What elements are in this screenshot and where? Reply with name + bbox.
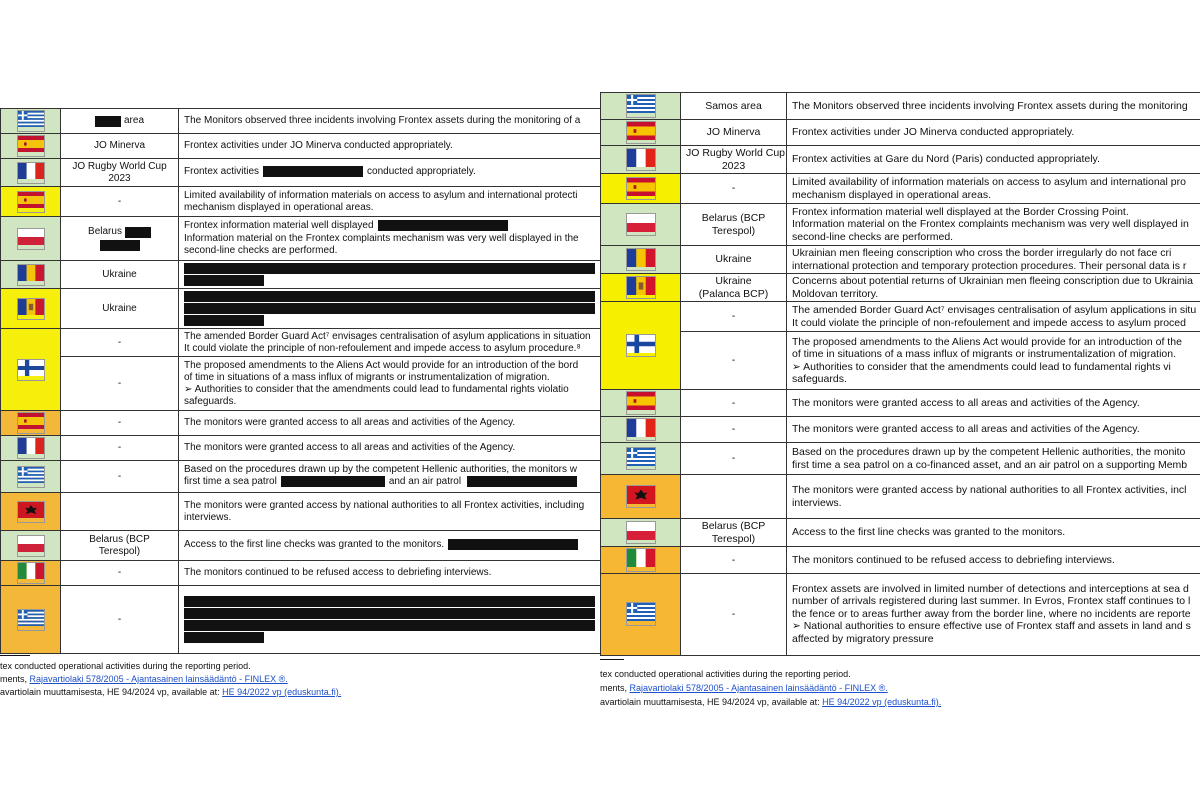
country-flag-cell bbox=[1, 561, 61, 586]
description-line: The amended Border Guard Act⁷ envisages centralisation of asylum applications in situ bbox=[792, 304, 1197, 316]
table-row bbox=[1, 531, 601, 561]
moldova-flag-icon bbox=[17, 298, 45, 320]
description-line: interviews. bbox=[184, 511, 232, 523]
description-line: second-line checks are performed. bbox=[184, 244, 338, 256]
eduskunta-link[interactable]: HE 94/2022 vp (eduskunta.fi). bbox=[222, 687, 342, 697]
greece-flag-icon bbox=[17, 609, 45, 631]
description-cell bbox=[179, 461, 601, 493]
table-row bbox=[1, 357, 601, 411]
location-cell bbox=[681, 573, 787, 655]
table-row bbox=[601, 302, 1200, 332]
table-row bbox=[1, 261, 601, 289]
description-line: It could violate the principle of non-refoulement and impede access to asylum proced bbox=[792, 316, 1186, 329]
description-line: mechanism displayed in operational areas. bbox=[184, 201, 374, 213]
description-cell bbox=[179, 134, 601, 159]
table-row bbox=[601, 332, 1200, 390]
location-cell bbox=[61, 329, 179, 357]
country-flag-cell bbox=[601, 93, 681, 120]
location-label: 2023 bbox=[108, 172, 131, 184]
location-cell bbox=[61, 134, 179, 159]
country-flag-cell bbox=[601, 119, 681, 146]
location-label: (Palanca BCP) bbox=[698, 287, 769, 300]
footnote-2: ments, Rajavartiolaki 578/2005 - Ajantasainen lainsäädäntö - FINLEX ®. bbox=[0, 674, 288, 684]
location-cell bbox=[61, 411, 179, 436]
finland-flag-icon bbox=[626, 334, 656, 358]
location-label: - bbox=[117, 567, 122, 578]
country-flag-cell bbox=[601, 573, 681, 655]
location-label: Belarus (BCP bbox=[701, 212, 766, 224]
albania-flag-icon bbox=[17, 501, 45, 523]
location-cell bbox=[61, 187, 179, 217]
description-line: ➢ Authorities to consider that the amendments could lead to fundamental rights violatio bbox=[184, 383, 569, 395]
description-line bbox=[184, 220, 595, 232]
location-label: - bbox=[731, 182, 736, 195]
location-label: Belarus (BCP bbox=[89, 533, 150, 545]
location-label: - bbox=[117, 417, 122, 428]
albania-flag-icon bbox=[626, 485, 656, 509]
redaction-bar bbox=[184, 632, 264, 643]
redaction-bar bbox=[184, 303, 595, 314]
description-cell bbox=[179, 261, 601, 289]
poland-flag-icon bbox=[626, 213, 656, 237]
description-cell bbox=[787, 443, 1200, 475]
redaction-bar bbox=[184, 275, 264, 286]
description-cell bbox=[787, 390, 1200, 417]
location-label: - bbox=[117, 336, 122, 348]
redaction-bar bbox=[95, 116, 121, 127]
location-cell bbox=[681, 174, 787, 204]
description-line: ➢ Authorities to consider that the amendments could lead to fundamental rights vi bbox=[792, 360, 1171, 373]
country-flag-cell bbox=[601, 416, 681, 443]
description-cell bbox=[787, 302, 1200, 332]
description-cell bbox=[179, 561, 601, 586]
location-cell bbox=[61, 357, 179, 411]
description-cell bbox=[787, 332, 1200, 390]
description-line: The Monitors observed three incidents involving Frontex assets during the monitoring bbox=[792, 99, 1188, 112]
description-cell bbox=[787, 93, 1200, 120]
country-flag-cell bbox=[1, 461, 61, 493]
location-label: Belarus (BCP bbox=[701, 520, 766, 532]
description-line: The Monitors observed three incidents involving Frontex assets during the monitoring of a bbox=[184, 115, 581, 126]
table-row bbox=[601, 443, 1200, 475]
country-flag-cell bbox=[601, 443, 681, 475]
description-line: The monitors were granted access by national authorities to all Frontex activities, including bbox=[184, 499, 585, 511]
footnote-1: tex conducted operational activities during the reporting period. bbox=[600, 669, 851, 679]
description-text: Frontex information material well displayed bbox=[184, 220, 374, 232]
description-line bbox=[184, 166, 595, 178]
description-cell bbox=[787, 246, 1200, 274]
description-cell bbox=[787, 174, 1200, 204]
location-cell bbox=[61, 159, 179, 187]
location-cell bbox=[61, 461, 179, 493]
description-line: of time in situations of a mass influx of migrants or instrumentalization of migration. bbox=[792, 348, 1176, 360]
poland-flag-icon bbox=[626, 521, 656, 545]
description-cell bbox=[787, 146, 1200, 174]
description-line: Concerns about potential returns of Ukrainian men fleeing conscription due to Ukrainia bbox=[792, 275, 1193, 287]
location-cell bbox=[681, 519, 787, 547]
location-label: Ukraine bbox=[715, 253, 752, 266]
spain-flag-icon bbox=[626, 121, 656, 145]
location-cell bbox=[61, 109, 179, 134]
description-text: Access to the first line checks was granted to the monitors. bbox=[184, 539, 445, 551]
country-flag-cell bbox=[1, 531, 61, 561]
table-row bbox=[601, 119, 1200, 146]
redaction-bar bbox=[184, 291, 595, 302]
location-cell bbox=[681, 332, 787, 390]
description-line: It could violate the principle of non-refoulement and impede access to asylum procedure.⁸ bbox=[184, 342, 581, 354]
table-row bbox=[601, 390, 1200, 417]
description-line: number of arrivals registered during last summer. In Evros, Frontex staff continues to l bbox=[792, 595, 1191, 608]
redaction-bar bbox=[100, 240, 140, 251]
description-cell bbox=[179, 493, 601, 531]
table-row bbox=[1, 289, 601, 329]
finlex-link[interactable]: Rajavartiolaki 578/2005 - Ajantasainen lainsäädäntö - FINLEX ®. bbox=[29, 674, 288, 684]
description-line: Ukrainian men fleeing conscription who cross the border irregularly do not face cri bbox=[792, 247, 1172, 259]
eduskunta-link[interactable]: HE 94/2022 vp (eduskunta.fi). bbox=[822, 697, 942, 707]
country-flag-cell bbox=[1, 289, 61, 329]
france-flag-icon bbox=[626, 418, 656, 442]
country-flag-cell bbox=[1, 493, 61, 531]
description-line: international protection and temporary protection procedures. Their personal data is r bbox=[792, 259, 1187, 272]
description-line: second-line checks are performed. bbox=[792, 230, 954, 243]
location-label: - bbox=[731, 423, 736, 435]
description-line: Frontex information material well displayed at the Border Crossing Point. bbox=[792, 205, 1129, 218]
description-line: safeguards. bbox=[792, 373, 847, 385]
description-line: The amended Border Guard Act⁷ envisages centralisation of asylum applications in situation bbox=[184, 330, 591, 342]
table-row bbox=[601, 274, 1200, 302]
table-row bbox=[601, 475, 1200, 519]
description-line: The monitors were granted access to all areas and activities of the Agency. bbox=[184, 417, 516, 428]
greece-flag-icon bbox=[17, 110, 45, 132]
footnote-2: ments, Rajavartiolaki 578/2005 - Ajantasainen lainsäädäntö - FINLEX ®. bbox=[600, 683, 888, 693]
redaction-bar bbox=[281, 476, 385, 487]
description-cell bbox=[179, 586, 601, 654]
spain-flag-icon bbox=[626, 177, 656, 201]
spain-flag-icon bbox=[17, 191, 45, 213]
description-line: Frontex activities under JO Minerva conducted appropriately. bbox=[184, 140, 453, 151]
table-row bbox=[1, 109, 601, 134]
description-line: mechanism displayed in operational areas. bbox=[792, 188, 992, 201]
table-row bbox=[601, 573, 1200, 655]
description-cell bbox=[787, 119, 1200, 146]
description-line: The monitors were granted access by national authorities to all Frontex activities, incl bbox=[792, 484, 1187, 496]
poland-flag-icon bbox=[17, 228, 45, 250]
location-label: JO Minerva bbox=[706, 126, 761, 138]
location-cell bbox=[61, 261, 179, 289]
description-line: Based on the procedures drawn up by the competent Hellenic authorities, the monito bbox=[792, 446, 1186, 458]
description-cell bbox=[179, 187, 601, 217]
description-cell bbox=[179, 329, 601, 357]
description-cell bbox=[179, 159, 601, 187]
location-cell bbox=[681, 246, 787, 274]
redaction-bar bbox=[378, 220, 508, 231]
country-flag-cell bbox=[1, 329, 61, 411]
location-cell bbox=[681, 390, 787, 417]
country-flag-cell bbox=[601, 390, 681, 417]
description-line: Limited availability of information materials on access to asylum and international pro bbox=[792, 176, 1186, 188]
location-label: Terespol) bbox=[711, 532, 756, 545]
country-flag-cell bbox=[601, 204, 681, 246]
description-line: Frontex activities at Gare du Nord (Paris) conducted appropriately. bbox=[792, 153, 1100, 166]
description-line: The proposed amendments to the Aliens Act would provide for an introduction of the bord bbox=[184, 359, 579, 371]
description-line: Access to the first line checks was granted to the monitors. bbox=[792, 526, 1066, 539]
location-label: - bbox=[731, 452, 736, 465]
table-row bbox=[1, 411, 601, 436]
description-line: Information material on the Frontex complaints mechanism was very well displayed in the bbox=[184, 232, 579, 244]
description-line: of time in situations of a mass influx of migrants or instrumentalization of migration. bbox=[184, 371, 550, 383]
country-flag-cell bbox=[601, 174, 681, 204]
description-line: safeguards. bbox=[184, 395, 237, 407]
country-flag-cell bbox=[601, 475, 681, 519]
description-line: Frontex assets are involved in limited number of detections and interceptions at sea d bbox=[792, 582, 1189, 595]
country-flag-cell bbox=[1, 586, 61, 654]
country-flag-cell bbox=[1, 411, 61, 436]
italy-flag-icon bbox=[626, 548, 656, 572]
description-line: Based on the procedures drawn up by the competent Hellenic authorities, the monitors w bbox=[184, 464, 577, 476]
description-cell bbox=[787, 573, 1200, 655]
table-row bbox=[601, 204, 1200, 246]
footnote-divider bbox=[0, 655, 30, 656]
location-cell bbox=[681, 119, 787, 146]
description-line: the fence or to areas further away from the border line, where no incidents are reporte bbox=[792, 607, 1191, 620]
description-cell bbox=[787, 547, 1200, 574]
location-label: - bbox=[731, 354, 736, 367]
description-cell bbox=[179, 531, 601, 561]
location-cell bbox=[681, 274, 787, 302]
footnote-3: avartiolain muuttamisesta, HE 94/2024 vp, available at: HE 94/2022 vp (eduskunta.fi). bbox=[600, 697, 942, 707]
description-cell bbox=[787, 416, 1200, 443]
location-label: Terespol) bbox=[98, 545, 141, 557]
location-cell bbox=[681, 547, 787, 574]
description-line: The monitors continued to be refused access to debriefing interviews. bbox=[184, 567, 492, 578]
table-row bbox=[1, 134, 601, 159]
location-cell bbox=[61, 561, 179, 586]
redaction-bar bbox=[184, 608, 595, 619]
location-cell bbox=[61, 586, 179, 654]
finland-flag-icon bbox=[17, 359, 45, 381]
location-label: Ukraine bbox=[102, 268, 137, 280]
france-flag-icon bbox=[626, 148, 656, 172]
country-flag-cell bbox=[601, 246, 681, 274]
location-line bbox=[66, 115, 173, 127]
country-flag-cell bbox=[1, 261, 61, 289]
table-row bbox=[1, 187, 601, 217]
location-cell bbox=[681, 146, 787, 174]
description-cell bbox=[787, 475, 1200, 519]
spain-flag-icon bbox=[17, 135, 45, 157]
finlex-link[interactable]: Rajavartiolaki 578/2005 - Ajantasainen lainsäädäntö - FINLEX ®. bbox=[629, 683, 888, 693]
location-label: - bbox=[731, 310, 736, 323]
location-line bbox=[66, 226, 173, 238]
monitoring-table-redacted bbox=[0, 108, 601, 654]
location-label: Samos area bbox=[705, 99, 762, 112]
location-cell bbox=[681, 302, 787, 332]
country-flag-cell bbox=[1, 109, 61, 134]
table-row bbox=[601, 416, 1200, 443]
redaction-bar bbox=[184, 596, 595, 607]
country-flag-cell bbox=[1, 159, 61, 187]
poland-flag-icon bbox=[17, 535, 45, 557]
location-cell bbox=[61, 493, 179, 531]
description-cell bbox=[179, 357, 601, 411]
description-line: Frontex activities under JO Minerva conducted appropriately. bbox=[792, 126, 1075, 138]
spain-flag-icon bbox=[17, 412, 45, 434]
description-line bbox=[184, 539, 595, 551]
table-row bbox=[601, 519, 1200, 547]
country-flag-cell bbox=[601, 274, 681, 302]
table-row bbox=[1, 329, 601, 357]
description-cell bbox=[179, 289, 601, 329]
description-text: and an air patrol bbox=[388, 476, 462, 488]
table-row bbox=[601, 93, 1200, 120]
location-label: - bbox=[731, 396, 736, 409]
location-cell bbox=[61, 217, 179, 261]
description-line: The monitors were granted access to all areas and activities of the Agency. bbox=[184, 442, 516, 453]
description-line: The monitors were granted access to all areas and activities of the Agency. bbox=[792, 396, 1140, 409]
description-cell bbox=[179, 217, 601, 261]
location-label: JO Rugby World Cup bbox=[686, 147, 786, 159]
country-flag-cell bbox=[601, 302, 681, 390]
location-label: Terespol) bbox=[711, 224, 756, 237]
description-line: The monitors were granted access to all areas and activities of the Agency. bbox=[792, 423, 1140, 435]
description-cell bbox=[179, 109, 601, 134]
location-label: Ukraine bbox=[102, 302, 137, 314]
description-text: conducted appropriately. bbox=[367, 166, 476, 178]
location-cell bbox=[61, 289, 179, 329]
description-line: Information material on the Frontex complaints mechanism was very well displayed in bbox=[792, 218, 1189, 231]
redaction-bar bbox=[263, 166, 363, 177]
description-cell bbox=[787, 204, 1200, 246]
footnote-1: tex conducted operational activities during the reporting period. bbox=[0, 661, 251, 671]
france-flag-icon bbox=[17, 437, 45, 459]
france-flag-icon bbox=[17, 162, 45, 184]
table-row bbox=[1, 561, 601, 586]
redaction-bar bbox=[467, 476, 577, 487]
description-text: first time a sea patrol bbox=[184, 476, 277, 488]
country-flag-cell bbox=[601, 547, 681, 574]
italy-flag-icon bbox=[17, 562, 45, 584]
description-line: Moldovan territory. bbox=[792, 287, 879, 300]
location-label: - bbox=[117, 613, 122, 625]
description-cell bbox=[179, 411, 601, 436]
table-row bbox=[1, 159, 601, 187]
unredacted-document-page bbox=[600, 92, 1200, 712]
description-line: ➢ National authorities to ensure effective use of Frontex staff and assets in land and s bbox=[792, 620, 1191, 633]
redaction-bar bbox=[125, 227, 151, 238]
table-row bbox=[601, 547, 1200, 574]
location-label: - bbox=[117, 377, 122, 389]
location-cell bbox=[681, 443, 787, 475]
country-flag-cell bbox=[1, 436, 61, 461]
redaction-bar bbox=[184, 315, 264, 326]
description-line bbox=[184, 476, 595, 488]
location-label: - bbox=[117, 195, 122, 207]
romania-flag-icon bbox=[17, 264, 45, 286]
spain-flag-icon bbox=[626, 391, 656, 415]
description-cell bbox=[787, 274, 1200, 302]
location-cell bbox=[681, 416, 787, 443]
table-row bbox=[1, 436, 601, 461]
table-row bbox=[1, 586, 601, 654]
location-cell bbox=[681, 204, 787, 246]
table-row bbox=[1, 493, 601, 531]
monitoring-table-unredacted bbox=[600, 92, 1200, 656]
table-row bbox=[601, 246, 1200, 274]
location-label: - bbox=[731, 607, 736, 620]
location-label: - bbox=[117, 442, 122, 453]
location-cell bbox=[681, 93, 787, 120]
location-cell bbox=[681, 475, 787, 519]
moldova-flag-icon bbox=[626, 276, 656, 300]
table-row bbox=[601, 174, 1200, 204]
greece-flag-icon bbox=[626, 94, 656, 118]
location-label: 2023 bbox=[721, 159, 746, 172]
description-line: first time a sea patrol on a co-financed asset, and an air patrol on a supporting Memb bbox=[792, 458, 1188, 471]
greece-flag-icon bbox=[626, 447, 656, 471]
country-flag-cell bbox=[601, 519, 681, 547]
redaction-bar bbox=[184, 263, 595, 274]
romania-flag-icon bbox=[626, 248, 656, 272]
location-label: - bbox=[117, 470, 122, 482]
country-flag-cell bbox=[1, 134, 61, 159]
location-label: Belarus bbox=[88, 226, 122, 237]
description-line: Limited availability of information materials on access to asylum and international protecti bbox=[184, 189, 578, 201]
redaction-bar bbox=[448, 539, 578, 550]
table-row bbox=[1, 461, 601, 493]
country-flag-cell bbox=[601, 146, 681, 174]
description-cell bbox=[179, 436, 601, 461]
description-text: Frontex activities bbox=[184, 166, 260, 178]
country-flag-cell bbox=[1, 187, 61, 217]
description-cell bbox=[787, 519, 1200, 547]
country-flag-cell bbox=[1, 217, 61, 261]
table-row bbox=[601, 146, 1200, 174]
table-row bbox=[1, 217, 601, 261]
description-line: interviews. bbox=[792, 496, 842, 509]
location-cell bbox=[61, 436, 179, 461]
greece-flag-icon bbox=[17, 466, 45, 488]
location-label: - bbox=[731, 553, 736, 566]
greece-flag-icon bbox=[626, 602, 656, 626]
location-label: JO Minerva bbox=[93, 140, 146, 151]
description-line: affected by migratory pressure bbox=[792, 632, 934, 645]
redaction-bar bbox=[184, 620, 595, 631]
footnote-3: avartiolain muuttamisesta, HE 94/2024 vp, available at: HE 94/2022 vp (eduskunta.fi). bbox=[0, 687, 342, 697]
footnote-divider bbox=[600, 659, 624, 660]
description-line: The proposed amendments to the Aliens Act would provide for an introduction of the bbox=[792, 335, 1182, 348]
redacted-document-page bbox=[0, 108, 600, 708]
location-label: area bbox=[123, 115, 144, 126]
location-label: JO Rugby World Cup bbox=[72, 160, 167, 172]
location-cell bbox=[61, 531, 179, 561]
description-line: The monitors continued to be refused access to debriefing interviews. bbox=[792, 553, 1115, 566]
location-label: Ukraine bbox=[715, 275, 752, 287]
